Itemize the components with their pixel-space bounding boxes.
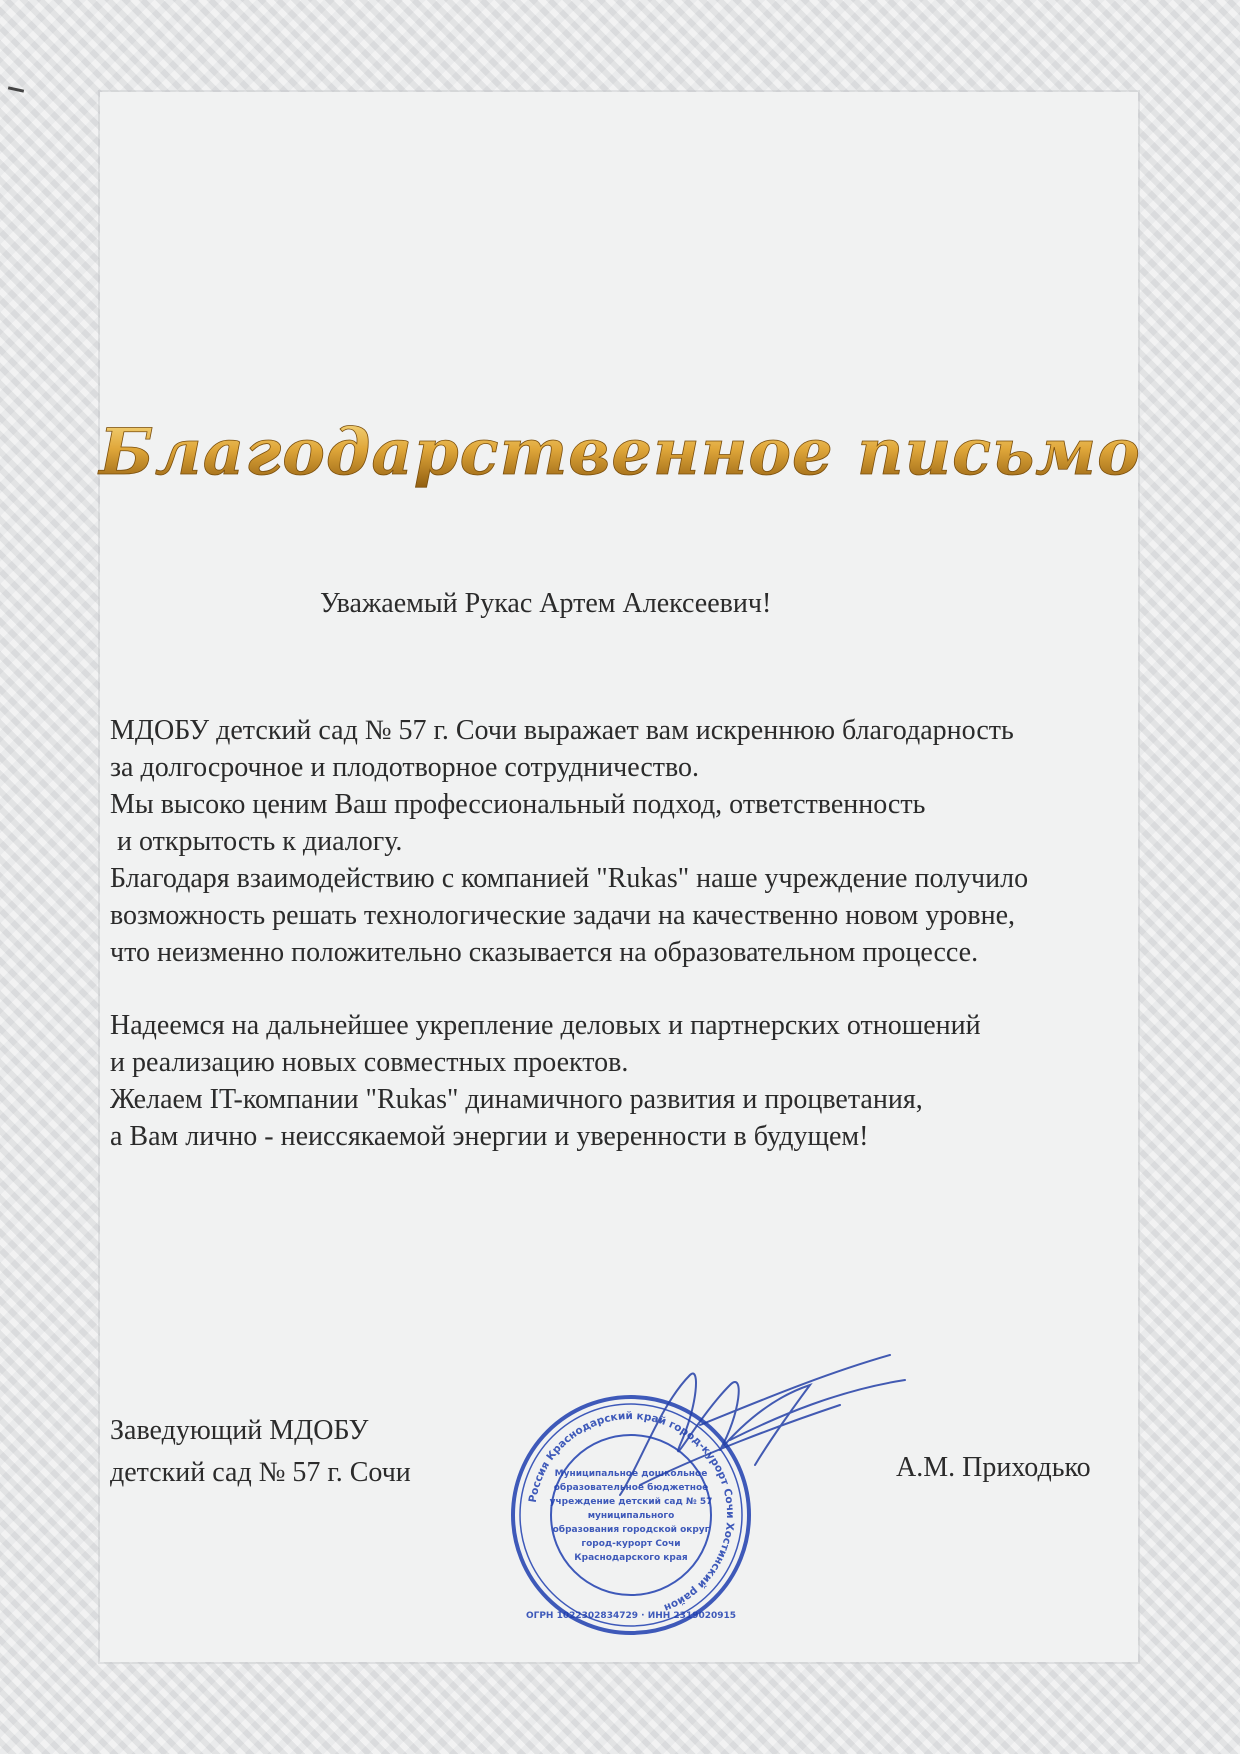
seal-outer-text: Россия Краснодарский край город-курорт Сочи Хостинский район [526,1409,737,1614]
handwritten-signature [580,1345,910,1515]
body-line: и открытость к диалогу. [110,826,403,857]
seal-line: Муниципальное дошкольное [554,1469,708,1479]
body-line: Благодаря взаимодействию с компанией "Rukas" наше учреждение получило [110,863,1029,894]
seal-line: учреждение детский сад № 57 [549,1497,713,1507]
body-line: Желаем IT-компании "Rukas" динамичного развития и процветания, [110,1084,923,1115]
body-line: за долгосрочное и плодотворное сотрудничество. [110,752,700,783]
letter-title [99,392,1141,512]
signatory-name: А.М. Приходько [896,1452,1091,1483]
seal-line: образовательное бюджетное [553,1483,709,1493]
body-line: и реализацию новых совместных проектов. [110,1047,629,1078]
body-line: Надеемся на дальнейшее укрепление деловых и партнерских отношений [110,1010,981,1041]
seal-line: муниципального [587,1511,675,1521]
signatory-position [110,1410,411,1494]
body-line: что неизменно положительно сказывается на образовательном процессе. [110,937,979,968]
body-line: возможность решать технологические задачи на качественно новом уровне, [110,900,1016,931]
body-line: Мы высоко ценим Ваш профессиональный подход, ответственность [110,789,926,820]
letter-body [110,712,1140,1155]
title-text: Благодарственное письмо [99,415,1141,490]
body-line: МДОБУ детский сад № 57 г. Сочи выражает вам искреннюю благодарность [110,715,1014,746]
seal-bottom-text: ОГРН 1022302834729 · ИНН 2319020915 [525,1611,737,1621]
greeting: Уважаемый Рукас Артем Алексеевич! [320,588,772,619]
position-line: Заведующий МДОБУ [110,1415,369,1446]
body-line: а Вам лично - неиссякаемой энергии и уверенности в будущем! [110,1121,869,1152]
seal-line: город-курорт Сочи [581,1539,681,1549]
seal-line: образования городской округ [552,1525,710,1535]
seal-line: Краснодарского края [574,1553,688,1563]
position-line: детский сад № 57 г. Сочи [110,1457,411,1488]
